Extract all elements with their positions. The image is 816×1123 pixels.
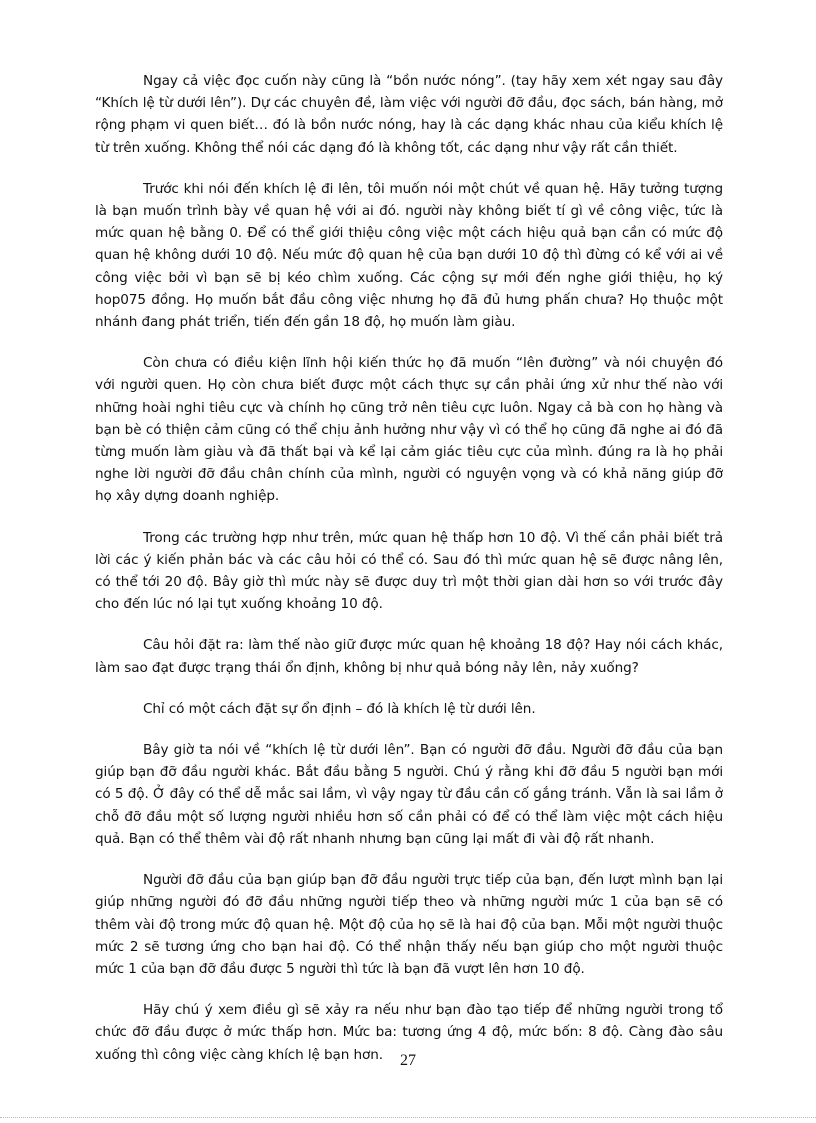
paragraph: Chỉ có một cách đặt sự ổn định – đó là khích lệ từ dưới lên. (143, 700, 536, 717)
page-bottom-divider (0, 1117, 816, 1118)
paragraph: Trong các trường hợp như trên, mức quan hệ thấp hơn 10 độ. Vì thế cần phải biết trả lời các ý kiến phản bác và các câu hỏi có thể có. Sau đó thì mức quan hệ sẽ được nâng lên, có thể tới 20 độ. Bây giờ thì mức này sẽ được duy trì một thời gian dài hơn so với trước đây cho đến lúc nó lại tụt xuống khoảng 10 độ. (95, 529, 723, 613)
page-number: 27 (400, 1052, 416, 1069)
paragraph: Bây giờ ta nói về “khích lệ từ dưới lên”. Bạn có người đỡ đầu. Người đỡ đầu của bạn giúp bạn đỡ đầu người khác. Bắt đầu bằng 5 người. Chú ý rằng khi đỡ đầu 5 người bạn mới có 5 độ. Ở đây có thể dễ mắc sai lầm, vì vậy ngay từ đầu cần cố gắng tránh. Vẫn là sai lầm ở chỗ đỡ đầu một số lượng người nhiều hơn số cần phải có để có thể làm việc một cách hiệu quả. Bạn có thể thêm vài độ rất nhanh nhưng bạn cũng lại mất đi vài độ rất nhanh. (95, 742, 723, 847)
body-text (95, 70, 723, 1085)
paragraph: Câu hỏi đặt ra: làm thế nào giữ được mức quan hệ khoảng 18 độ? Hay nói cách khác, làm sao đạt được trạng thái ổn định, không bị như quả bóng nảy lên, nảy xuống? (95, 637, 723, 676)
paragraph: Người đỡ đầu của bạn giúp bạn đỡ đầu người trực tiếp của bạn, đến lượt mình bạn lại giúp những người đó đỡ đầu những người tiếp theo và những người mức 1 của bạn sẽ có thêm vài độ trong mức độ quan hệ. Một độ của họ sẽ là hai độ của bạn. Mỗi một người thuộc mức 2 sẽ tương ứng cho bạn hai độ. Có thể nhận thấy nếu bạn giúp cho một người thuộc mức 1 của bạn đỡ đầu được 5 người thì tức là bạn đã vượt lên hơn 10 độ. (95, 872, 723, 977)
paragraph: Ngay cả việc đọc cuốn này cũng là “bồn nước nóng”. (tay hãy xem xét ngay sau đây “Khích lệ từ dưới lên”). Dự các chuyên đề, làm việc với người đỡ đầu, đọc sách, bán hàng, mở rộng phạm vi quen biết… đó là bồn nước nóng, hay là các dạng khác nhau của kiểu khích lệ từ trên xuống. Không thể nói các dạng đó là không tốt, các dạng như vậy rất cần thiết. (95, 73, 723, 156)
paragraph: Hãy chú ý xem điều gì sẽ xảy ra nếu như bạn đào tạo tiếp để những người trong tổ chức đỡ đầu được ở mức thấp hơn. Mức ba: tương ứng 4 độ, mức bốn: 8 độ. Càng đào sâu xuống thì công việc càng khích lệ bạn hơn. (95, 1002, 723, 1063)
paragraph: Còn chưa có điều kiện lĩnh hội kiến thức họ đã muốn “lên đường” và nói chuyện đó với người quen. Họ còn chưa biết được một cách thực sự cần phải ứng xử như thế nào với những hoài nghi tiêu cực và chính họ cũng trở nên tiêu cực luôn. Ngay cả bà con họ hàng và bạn bè có thiện cảm cũng có thể chịu ảnh hưởng như vậy vì có thể họ cũng đã nghe ai đó đã từng muốn làm giàu và đã thất bại và kể lại cảm giác tiêu cực của mình. đúng ra là họ phải nghe lời người đỡ đầu chân chính của mình, người có nguyện vọng và có khả năng giúp đỡ họ xây dựng doanh nghiệp. (95, 355, 723, 505)
paragraph: Trước khi nói đến khích lệ đi lên, tôi muốn nói một chút về quan hệ. Hãy tưởng tượng là bạn muốn trình bày về quan hệ với ai đó. người này không biết tí gì về công việc, tức là mức quan hệ bằng 0. Để có thể giới thiệu công việc một cách hiệu quả bạn cần có mức độ quan hệ không dưới 10 độ. Nếu mức độ quan hệ của bạn dưới 10 độ thì đừng có kể với ai về công việc bởi vì bạn sẽ bị kéo chìm xuống. Các cộng sự mới đến nghe giới thiệu, họ ký hop075 đồng. Họ muốn bắt đầu công việc nhưng họ đã đủ hưng phấn chưa? Họ thuộc một nhánh đang phát triển, tiến đến gần 18 độ, họ muốn làm giàu. (95, 180, 723, 331)
